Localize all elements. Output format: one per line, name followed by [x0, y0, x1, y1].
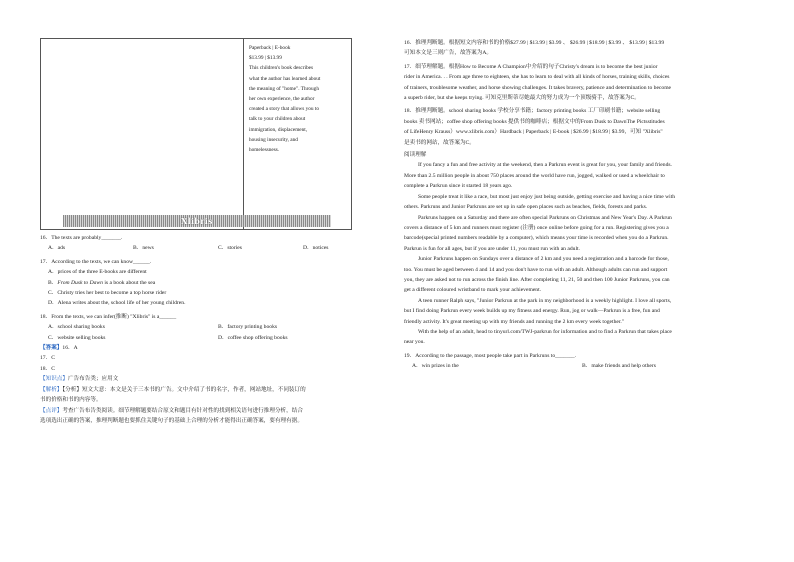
explanation-line: of trainers, troublesome weather, and horse showing challenges. It takes bravery, patience and determination to become — [404, 84, 672, 91]
ad-line: $13.99 | $13.99 — [249, 55, 282, 62]
explanation-line: 18．推理判断题。school sharing books 学校分享书籍；factory printing books 工厂印刷书籍；website selling — [404, 108, 661, 115]
option: D．coffee shop offering books — [218, 334, 288, 341]
ad-line: housing insecurity, and — [249, 136, 298, 143]
ad-line: Paperback | E-book — [249, 45, 291, 51]
explanation-line: 16．推理判断题。根据短文内容和书的价格$27.99 | $13.99 | $3.99 、 $26.99 | $18.99 | $3.99 、 $13.99 | $13.99 — [404, 40, 665, 46]
question-16-stem: 16．The texts are probably_______. — [40, 235, 123, 241]
option: B．factory printing books — [218, 324, 278, 331]
ad-line: her own experience, the author — [249, 96, 315, 103]
option: C．website selling books — [48, 334, 106, 341]
option-b — [40, 278, 360, 288]
option: C．Christy tries her best to become a top horse rider — [48, 290, 167, 297]
passage-line: With the help of an adult, head to tinyurl.com/TWJ-parkrun for information and to find a Parkrun that takes place — [418, 328, 672, 335]
question-18-stem: 18．From the texts, we can infer(推断) "Xlibris" is a______ — [40, 313, 177, 320]
option: A．win prizes in the — [412, 363, 459, 370]
explanation-line: books 卖书网站；coffee shop offering books 提供书的咖啡店；根据文中的From Dusk to DawnThe Pictsstitudes — [404, 118, 665, 125]
ad-line: created a story that allows you to — [249, 106, 320, 113]
explanation-line: a superb rider, but she keeps trying. 可知克里斯蒂尽她最大的努力成为一个顶级骑手，故答案为C。 — [404, 95, 640, 102]
question-18-options-row1 — [40, 322, 360, 332]
passage-line: you, they are asked not to run across the finish line. After completing 11, 21, 50 and then 100 Junior Parkruns, you can — [404, 276, 670, 283]
passage-line: but I find doing Parkrun every week builds up my fitness and energy. Run, jog or walk—Parkrun is a free, fun and — [404, 308, 660, 315]
section-title: 阅读理解 — [404, 152, 427, 159]
comment-text: 选项选出正确的答案，推理判断题也要抓住关键句子的基础上合理的分析才能得出正确答案，要有理有据。 — [40, 417, 303, 424]
passage-line: others. Parkruns and Junior Parkruns are set up in safe open places such as beaches, fields, forests and parks. — [404, 204, 648, 211]
ad-line: what the author has learned about — [249, 75, 321, 82]
analysis-label: 【解析】 — [40, 386, 63, 393]
passage-line: If you fancy a fun and free activity at the weekend, then a Parkrun event is great for you, your family and friends. — [418, 162, 672, 169]
option: B．news — [133, 245, 154, 252]
question-16-options — [40, 243, 360, 253]
question-19-stem: 19．According to the passage, most people take part in Parkruns to_______. — [404, 352, 577, 359]
banner-logo-text: Xlibris — [181, 215, 213, 226]
ad-divider — [243, 39, 244, 229]
answer-value: 16．A — [62, 345, 78, 352]
question-18-options-row2 — [40, 333, 360, 343]
explanation-line: rider in America. . . From age three to eighteen, she has to learn to deal with all kinds of horses, training skills, choices — [404, 74, 670, 81]
passage-line: barcode(special printed numbers readable by a computer), which means your time is recorded when you do a Parkrun. — [404, 235, 669, 242]
option: A．ads — [48, 245, 66, 252]
passage-line: Parkrun is fun for all ages, but if you are under 11, you must run with an adult. — [404, 245, 580, 252]
passage-line: complete a Parkrun since it started 18 years ago. — [404, 183, 513, 190]
question-19-options — [404, 361, 756, 371]
option: D．notices — [303, 245, 329, 252]
analysis-text: 书的价格和书的内容等。 — [40, 397, 102, 404]
answer-value: 17．C — [40, 355, 55, 362]
passage-line: A teen runner Ralph says, "Junior Parkrun at the park in my neighborhood is a weekly highlight. I love all sports, — [418, 297, 672, 304]
left-column — [40, 38, 360, 426]
option: D．Alena writes about the, school life of her young children. — [48, 300, 186, 307]
answer-label: 【答案】 — [40, 345, 63, 352]
passage-line: More than 2.5 million people in about 750 places around the world have run, jogged, walked or used a wheelchair to — [404, 172, 665, 179]
analysis-line — [40, 385, 360, 395]
option-text: is a book about the sea — [104, 279, 156, 286]
ad-line: the meaning of "home". Through — [249, 85, 319, 92]
ad-line: immigration, displacement, — [249, 126, 308, 133]
passage-line: get a different coloured wristband to mark your achievement. — [404, 287, 542, 294]
passage-line: Parkruns happen on a Saturday and there are often special Parkruns on Christmas and New Year's Day. A Parkrun — [418, 214, 672, 221]
comment-label: 【点评】 — [40, 407, 63, 414]
passage-line: covers a distance of 5 km and runners must register (注册) once online before going for a run. Registering gives you a — [404, 224, 669, 231]
explanation-line: 17．细节理解题。根据How to Become A Champion中介绍的句子Christy's dream is to become the best junior — [404, 63, 658, 70]
answer-value: 18．C — [40, 365, 55, 372]
explanation-line: of LifeHenry Krauss）www.xlibris.com）Hardback | Paperback | E-book | $26.99 | $18.99 | $3.99，可知 "Xlibris" — [404, 129, 663, 136]
ad-text — [249, 43, 349, 155]
ad-line: homelessness. — [249, 147, 280, 154]
analysis-text: 【分析】短文大意：本文是关于三本书的广告。文中介绍了书的名字，作者，网站地址，不同装订的 — [62, 386, 306, 393]
ad-line: talk to your children about — [249, 116, 306, 123]
comment-line — [40, 406, 360, 416]
passage-line: Junior Parkruns happen on Sundays over a distance of 2 km and you need a registration and a barcode for those, — [418, 256, 669, 263]
passage-line: too. You must be aged between 4 and 14 and you don't have to run with an adult. Although adults can run and support — [404, 266, 668, 273]
right-column — [404, 38, 756, 372]
passage-line: friendly activity. It's great meeting up with my friends and running the 2 km every week together." — [404, 318, 625, 325]
answer-line — [40, 343, 360, 353]
option: C．stories — [218, 245, 242, 252]
ad-box — [40, 38, 352, 230]
option: A．school sharing books — [48, 324, 105, 331]
knowledge-label: 【知识点】 — [40, 376, 68, 383]
passage-line: Some people treat it like a race, but most just enjoy just being outside, getting exercise and having a nice time with — [418, 193, 676, 200]
question-17-stem: 17．According to the texts, we can know______. — [40, 258, 152, 265]
ad-line: This children's book describes — [249, 65, 314, 72]
explanation-line: 可知本文是三则广告，故答案为A。 — [404, 50, 492, 57]
option: B．make friends and help others — [582, 363, 656, 370]
passage-line: near you. — [404, 339, 425, 346]
book-title: From Dusk to Dawn — [57, 279, 103, 286]
comment-text: 考查广告布告类阅读。细节理解题要结合原文和题目有针对性的找到相关语句进行推理分析，结合 — [62, 407, 303, 414]
xlibris-banner — [63, 215, 331, 227]
knowledge-text: 广告布告类；应用文 — [67, 376, 119, 383]
option: A．prices of the three E-books are different — [48, 269, 147, 276]
knowledge-line — [40, 374, 360, 384]
option-prefix: B． — [48, 279, 58, 286]
explanation-line: 是卖书的网站，故答案为C。 — [404, 139, 475, 146]
